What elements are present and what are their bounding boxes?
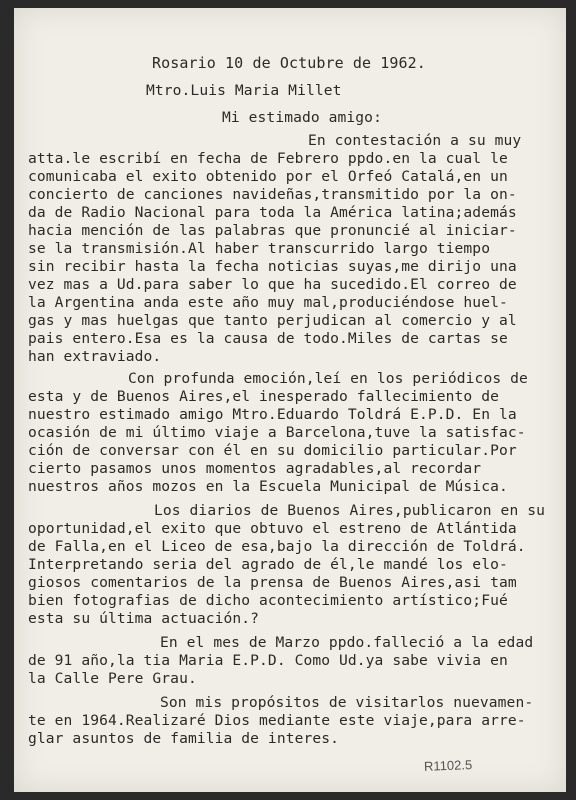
letter-page [14, 8, 566, 792]
body-line: da de Radio Nacional para toda la América latina;además [28, 204, 517, 221]
body-line: comunicaba el exito obtenido por el Orfeó Catalá,en un [28, 168, 508, 185]
body-line: la Calle Pere Grau. [28, 670, 197, 687]
body-line: ción de conversar con él en su domicilio particular.Por [28, 442, 517, 459]
body-line: Interpretando seria del agrado de él,le mandé los elo- [28, 556, 508, 573]
body-line: esta y de Buenos Aires,el inesperado fallecimiento de [28, 388, 499, 405]
body-line: la Argentina anda este año muy mal,produciéndose huel- [28, 294, 508, 311]
body-line: Los diarios de Buenos Aires,publicaron en su [154, 502, 545, 519]
body-line: se la transmisión.Al haber transcurrido largo tiempo [28, 240, 491, 257]
body-line: sin recibir hasta la fecha noticias suyas,me dirijo una [28, 258, 517, 275]
letter-salutation: Mi estimado amigo: [222, 109, 382, 126]
body-line: gas y mas huelgas que tanto perjudican al comercio y al [28, 312, 517, 329]
body-line: de 91 año,la tia Maria E.P.D. Como Ud.ya sabe vivia en [28, 652, 508, 669]
body-line: nuestro estimado amigo Mtro.Eduardo Toldrá E.P.D. En la [28, 406, 517, 423]
body-line: nuestros años mozos en la Escuela Municipal de Música. [28, 478, 508, 495]
body-line: pais entero.Esa es la causa de todo.Miles de cartas se [28, 330, 508, 347]
body-line: de Falla,en el Liceo de esa,bajo la dirección de Toldrá. [28, 538, 526, 555]
body-line: han extraviado. [28, 348, 162, 365]
body-line: vez mas a Ud.para saber lo que ha sucedido.El correo de [28, 276, 517, 293]
body-line: atta.le escribí en fecha de Febrero ppdo.en la cual le [28, 150, 508, 167]
body-line: cierto pasamos unos momentos agradables,al recordar [28, 460, 482, 477]
letter-recipient: Mtro.Luis Maria Millet [146, 82, 342, 99]
body-line: En contestación a su muy [308, 132, 522, 149]
body-line: Son mis propósitos de visitarlos nuevamen- [160, 694, 534, 711]
body-line: ocasión de mi último viaje a Barcelona,tuve la satisfac- [28, 424, 526, 441]
body-line: te en 1964.Realizaré Dios mediante este viaje,para arre- [28, 712, 526, 729]
body-line: Con profunda emoción,leí en los periódicos de [128, 370, 528, 387]
archive-reference: R1102.5 [423, 757, 473, 774]
body-line: oportunidad,el exito que obtuvo el estreno de Atlántida [28, 520, 517, 537]
body-line: giosos comentarios de la prensa de Buenos Aires,asi tam [28, 574, 517, 591]
body-line: bien fotografias de dicho acontecimiento artístico;Fué [28, 592, 508, 609]
body-line: esta su última actuación.? [28, 610, 260, 627]
body-line: glar asuntos de familia de interes. [28, 730, 340, 747]
body-line: concierto de canciones navideñas,transmitido por la on- [28, 186, 517, 203]
letter-date: Rosario 10 de Octubre de 1962. [152, 54, 426, 72]
body-line: hacia mención de las palabras que pronuncié al iniciar- [28, 222, 517, 239]
body-line: En el mes de Marzo ppdo.falleció a la edad [160, 634, 534, 651]
